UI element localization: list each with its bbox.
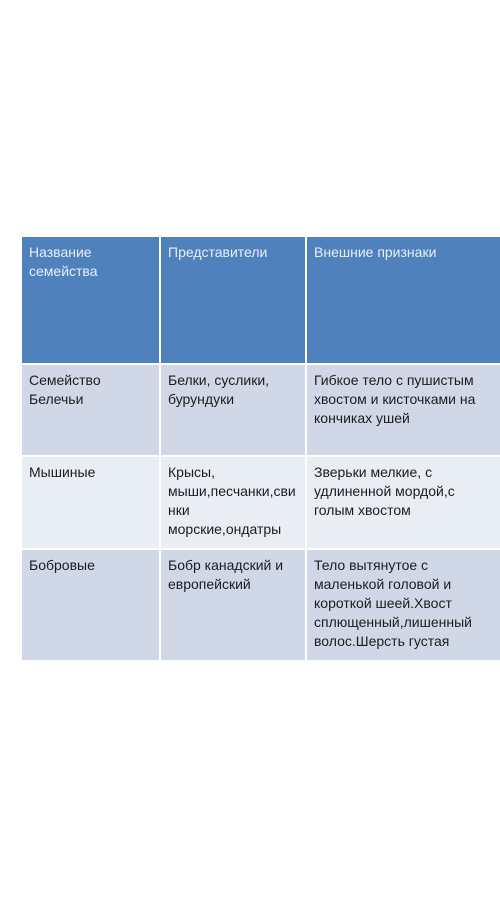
header-cell-family-name: Название семейства	[22, 237, 159, 363]
table-cell-row3-representatives: Бобр канадский и европейский	[161, 550, 305, 660]
table-cell-row2-family: Мышиные	[22, 457, 159, 548]
table-cell-row1-family: Семейство Белечьи	[22, 365, 159, 455]
table-cell-row3-family: Бобровые	[22, 550, 159, 660]
table-cell-row2-features: Зверьки мелкие, с удлиненной мордой,с голым хвостом	[307, 457, 500, 548]
header-cell-representatives: Представители	[161, 237, 305, 363]
table-cell-row2-representatives: Крысы, мыши,песчанки,свинки морские,ондатры	[161, 457, 305, 548]
table-cell-row1-features: Гибкое тело с пушистым хвостом и кисточками на кончиках ушей	[307, 365, 500, 455]
table-cell-row1-representatives: Белки, суслики, бурундуки	[161, 365, 305, 455]
table-cell-row3-features: Тело вытянутое с маленькой головой и короткой шеей.Хвост сплющенный,лишенный волос.Шерсть густая	[307, 550, 500, 660]
header-cell-external-features: Внешние признаки	[307, 237, 500, 363]
families-table	[22, 237, 500, 654]
